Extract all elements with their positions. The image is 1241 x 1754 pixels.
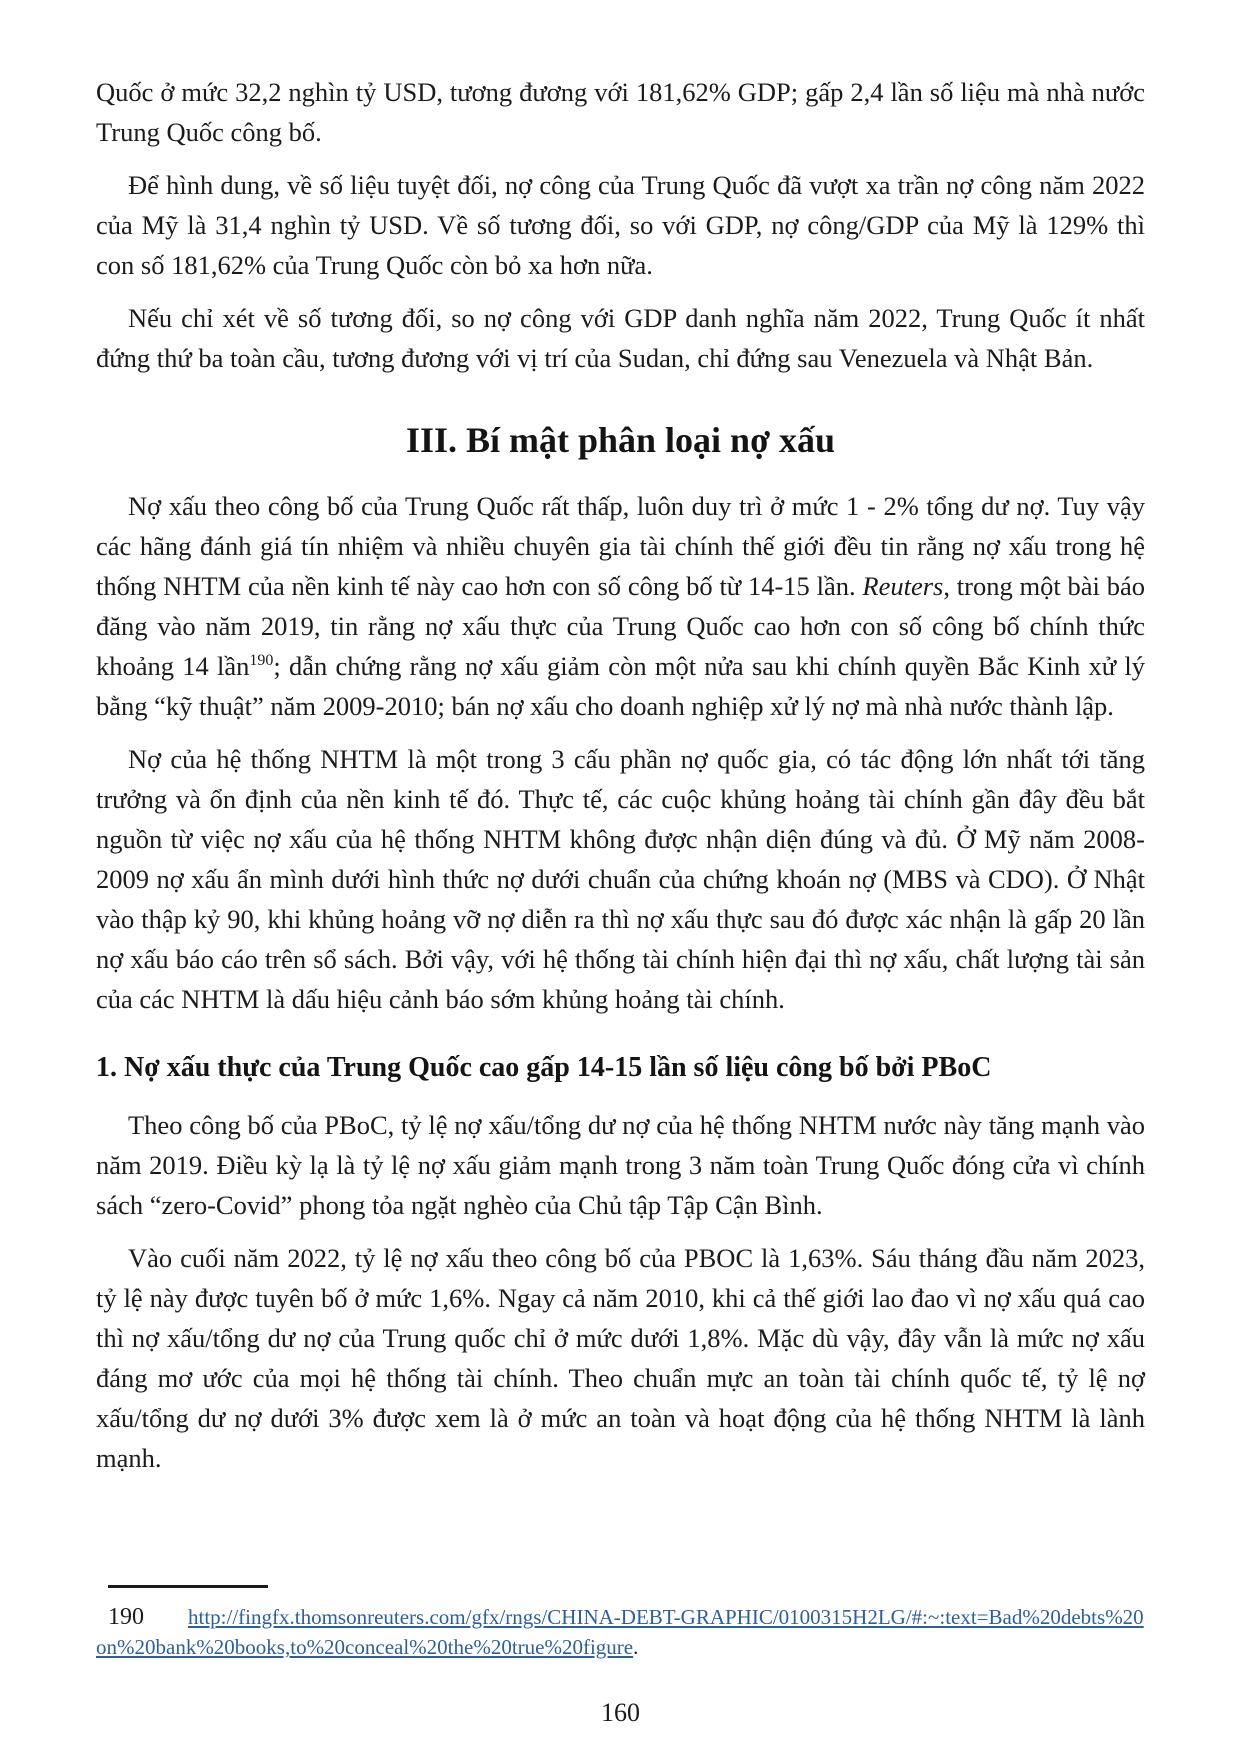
footnote-reference-190: 190 bbox=[249, 652, 274, 670]
paragraph-debt-comparison: Để hình dung, về số liệu tuyệt đối, nợ công của Trung Quốc đã vượt xa trần nợ công năm 2022 của Mỹ là 31,4 nghìn tỷ USD. Về số tương đối, so với GDP, nợ công/GDP của Mỹ là 129% thì con số 181,62% của Trung Quốc còn bỏ xa hơn nữa. bbox=[96, 170, 1145, 280]
reuters-italic: Reuters bbox=[862, 571, 944, 601]
footnote-separator bbox=[108, 1585, 268, 1588]
footnote-190 bbox=[96, 1602, 1145, 1662]
footnote-section bbox=[96, 1585, 1145, 1662]
page-number: 160 bbox=[601, 1698, 640, 1727]
footnote-suffix: . bbox=[633, 1635, 639, 1659]
paragraph-pboc-announcement: Theo công bố của PBoC, tỷ lệ nợ xấu/tổng dư nợ của hệ thống NHTM nước này tăng mạnh vào năm 2019. Điều kỳ lạ là tỷ lệ nợ xấu giảm mạnh trong 3 năm toàn Trung Quốc đóng cửa vì chính sách “zero-Covid” phong tỏa ngặt nghèo của Chủ tập Tập Cận Bình. bbox=[96, 1110, 1145, 1220]
paragraph-relative-ranking: Nếu chỉ xét về số tương đối, so nợ công với GDP danh nghĩa năm 2022, Trung Quốc ít nhất đứng thứ ba toàn cầu, tương đương với vị trí của Sudan, chỉ đứng sau Venezuela và Nhật Bản. bbox=[96, 303, 1145, 373]
paragraph-npl-overview bbox=[96, 486, 1145, 726]
npl-overview-part-1: Nợ xấu theo công bố của Trung Quốc rất thấp, luôn duy trì ở mức 1 - 2% tổng dư nợ. Tuy vậy các hãng đánh giá tín nhiệm và nhiều chuyên gia tài chính thế giới đều tin rằng nợ xấu trong hệ thống NHTM của nền kinh tế này cao hơn con số công bố từ 14-15 lần. bbox=[96, 491, 1145, 601]
footnote-number: 190 bbox=[108, 1604, 144, 1630]
npl-overview-part-3: ; dẫn chứng rằng nợ xấu giảm còn một nửa sau khi chính quyền Bắc Kinh xử lý bằng “kỹ thuật” năm 2009-2010; bán nợ xấu cho doanh nghiệp xử lý nợ mà nhà nước thành lập. bbox=[96, 651, 1145, 721]
paragraph-nhtm-debt-role: Nợ của hệ thống NHTM là một trong 3 cấu phần nợ quốc gia, có tác động lớn nhất tới tăng trưởng và ổn định của nền kinh tế đó. Thực tế, các cuộc khủng hoảng tài chính gần đây đều bắt nguồn từ việc nợ xấu của hệ thống NHTM không được nhận diện đúng và đủ. Ở Mỹ năm 2008-2009 nợ xấu ẩn mình dưới hình thức nợ dưới chuẩn của chứng khoán nợ (MBS và CDO). Ở Nhật vào thập kỷ 90, khi khủng hoảng vỡ nợ diễn ra thì nợ xấu thực sau đó được xác nhận là gấp 20 lần nợ xấu báo cáo trên sổ sách. Bởi vậy, với hệ thống tài chính hiện đại thì nợ xấu, chất lượng tài sản của các NHTM là dấu hiệu cảnh báo sớm khủng hoảng tài chính. bbox=[96, 744, 1145, 1014]
chapter-heading: III. Bí mật phân loại nợ xấu bbox=[405, 420, 836, 460]
footnote-url-link[interactable]: http://fingfx.thomsonreuters.com/gfx/rngs/CHINA-DEBT-GRAPHIC/0100315H2LG/#:~:text=Bad%20debts%20on%20bank%20books,to%20conceal%20the%20true%20figure bbox=[96, 1605, 1144, 1659]
paragraph-npl-ratios: Vào cuối năm 2022, tỷ lệ nợ xấu theo công bố của PBOC là 1,63%. Sáu tháng đầu năm 2023, tỷ lệ này được tuyên bố ở mức 1,6%. Ngay cả năm 2010, khi cả thế giới lao đao vì nợ xấu quá cao thì nợ xấu/tổng dư nợ của Trung quốc chỉ ở mức dưới 1,8%. Mặc dù vậy, đây vẫn là mức nợ xấu đáng mơ ước của mọi hệ thống tài chính. Theo chuẩn mực an toàn tài chính quốc tế, tỷ lệ nợ xấu/tổng dư nợ dưới 3% được xem là ở mức an toàn và hoạt động của hệ thống NHTM là lành mạnh. bbox=[96, 1243, 1145, 1473]
npl-overview-part-2: , trong một bài báo đăng vào năm 2019, tin rằng nợ xấu thực của Trung Quốc cao hơn con số công bố chính thức khoảng 14 lần bbox=[96, 571, 1145, 681]
subsection-heading: 1. Nợ xấu thực của Trung Quốc cao gấp 14-15 lần số liệu công bố bởi PBoC bbox=[96, 1052, 992, 1083]
page-body bbox=[96, 72, 1145, 1491]
paragraph-continuation: Quốc ở mức 32,2 nghìn tỷ USD, tương đương với 181,62% GDP; gấp 2,4 lần số liệu mà nhà nước Trung Quốc công bố. bbox=[96, 77, 1145, 147]
